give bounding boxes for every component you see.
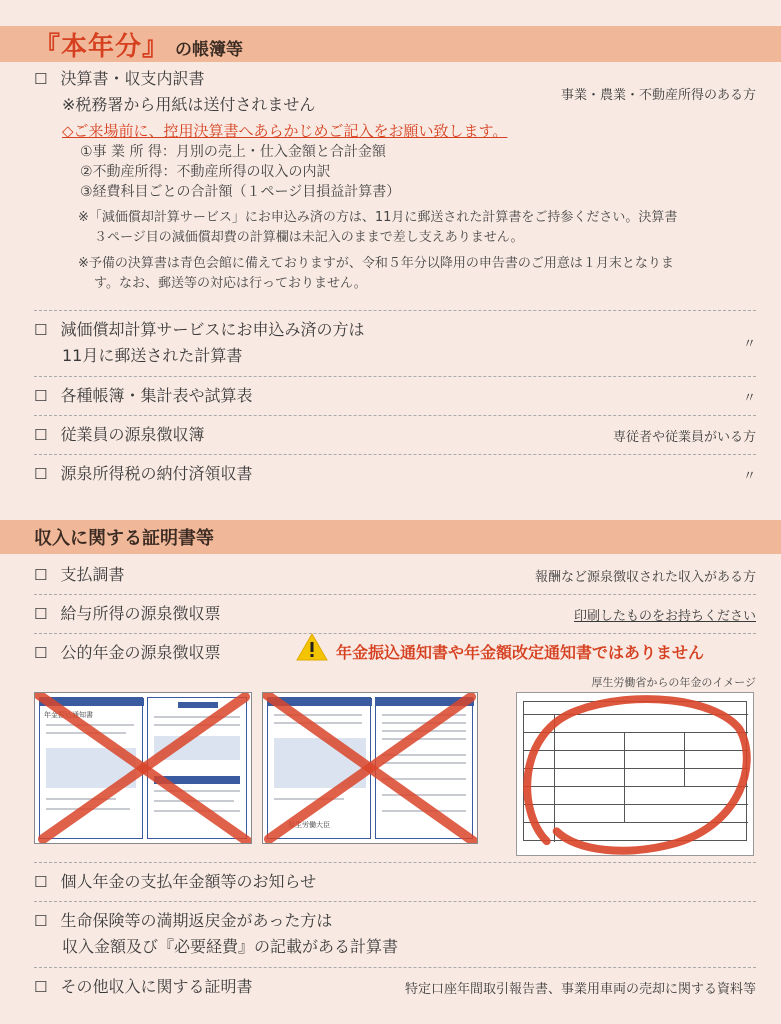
item-kessansho-right: 事業・農業・不動産所得のある方 — [560, 88, 756, 103]
item-kyuyo-right: 印刷したものをお持ちください — [573, 609, 756, 624]
item-genka-right: 〃 — [742, 337, 756, 352]
item-kessansho-sub-2: ②不動産所得：不動産所得の収入の内訳 — [80, 164, 331, 180]
item-gensen-bo-right: 専従者や従業員がいる方 — [612, 430, 756, 445]
item-kessansho-label: 決算書・収支内訳書 — [60, 69, 205, 88]
item-shiharai-label: 支払調書 — [60, 565, 125, 584]
warning-icon — [296, 632, 328, 662]
section1-title-rest: の帳簿等 — [175, 39, 244, 60]
item-gensen-bo-label: 従業員の源泉徴収簿 — [60, 425, 205, 444]
section2-header — [0, 520, 781, 554]
item-kessansho-note: ※税務署から用紙は送付されません — [62, 95, 316, 114]
item-nofu-label: 源泉所得税の納付済領収書 — [60, 464, 253, 483]
nenkin-warning-text: 年金振込通知書や年金額改定通知書ではありません — [336, 643, 705, 662]
item-sonota-label: その他収入に関する証明書 — [60, 977, 253, 996]
item-genka-label2: 11月に郵送された計算書 — [62, 346, 243, 365]
item-kessansho-note-4: す。なお、郵送等の対応は行っておりません。 — [94, 276, 367, 291]
divider — [34, 594, 756, 595]
item-chobo-right: 〃 — [742, 391, 756, 406]
divider — [34, 967, 756, 968]
divider — [34, 901, 756, 902]
image-caption: 厚生労働省からの年金のイメージ — [591, 676, 756, 689]
item-genka-label: 減価償却計算サービスにお申込み済の方は — [60, 320, 365, 339]
cross-mark-icon — [35, 693, 251, 843]
divider — [34, 376, 756, 377]
section2-title: 収入に関する証明書等 — [34, 528, 214, 549]
divider — [34, 862, 756, 863]
doc-label: 年金振込通知書 — [44, 711, 93, 719]
item-kessansho-note-1: ※「減価償却計算サービス」にお申込み済の方は、11月に郵送された計算書をご持参ください。決算書 — [78, 210, 678, 225]
item-kojin-nenkin-label: 個人年金の支払年金額等のお知らせ — [60, 872, 317, 891]
divider — [34, 633, 756, 634]
divider — [34, 415, 756, 416]
divider — [34, 310, 756, 311]
item-kessansho-sub-1: ①事 業 所 得：月別の売上・仕入金額と合計金額 — [80, 144, 386, 160]
item-kessansho-note-2: ３ページ目の減価償却費の計算欄は未記入のままで差し支えありません。 — [94, 230, 524, 245]
item-kessansho-note-3: ※予備の決算書は青色会館に備えておりますが、令和５年分以降用の申告書のご用意は１月末となりま — [78, 256, 674, 271]
item-kessansho-sub-3: ③経費科目ごとの合計額（１ページ目損益計算書） — [80, 184, 401, 200]
circle-mark-icon — [517, 693, 753, 855]
item-nofu-ryoshusho — [34, 461, 756, 487]
item-kessansho-alert: ◇ご来場前に、控用決算書へあらかじめご記入をお願い致します。 — [62, 122, 508, 140]
item-seimei-label: 生命保険等の満期返戻金があった方は — [60, 911, 333, 930]
withholding-slip-image — [516, 692, 754, 856]
item-shiharai-right: 報酬など源泉徴収された収入がある方 — [534, 570, 756, 585]
section1-title-accent: 『本年分』 — [34, 31, 170, 62]
item-kyuyo-label: 給与所得の源泉徴収票 — [60, 604, 221, 623]
item-seimei-hoken — [34, 908, 756, 934]
item-genka-shokyaku — [34, 317, 756, 343]
divider — [34, 454, 756, 455]
item-chobo-label: 各種帳簿・集計表や試算表 — [60, 386, 253, 405]
item-nenkin-label: 公的年金の源泉徴収票 — [60, 643, 221, 662]
item-nofu-right: 〃 — [742, 469, 756, 484]
notice-image-2 — [262, 692, 478, 844]
notice-image-1 — [34, 692, 252, 844]
section1-header — [0, 26, 781, 62]
item-seimei-label2: 収入金額及び『必要経費』の記載がある計算書 — [62, 937, 399, 956]
item-kojin-nenkin — [34, 869, 756, 895]
cross-mark-icon — [263, 693, 477, 843]
item-chobo — [34, 383, 756, 409]
item-sonota-right: 特定口座年間取引報告書、事業用車両の売却に関する資料等 — [404, 982, 756, 997]
doc-label: 厚生労働大臣 — [288, 821, 330, 829]
